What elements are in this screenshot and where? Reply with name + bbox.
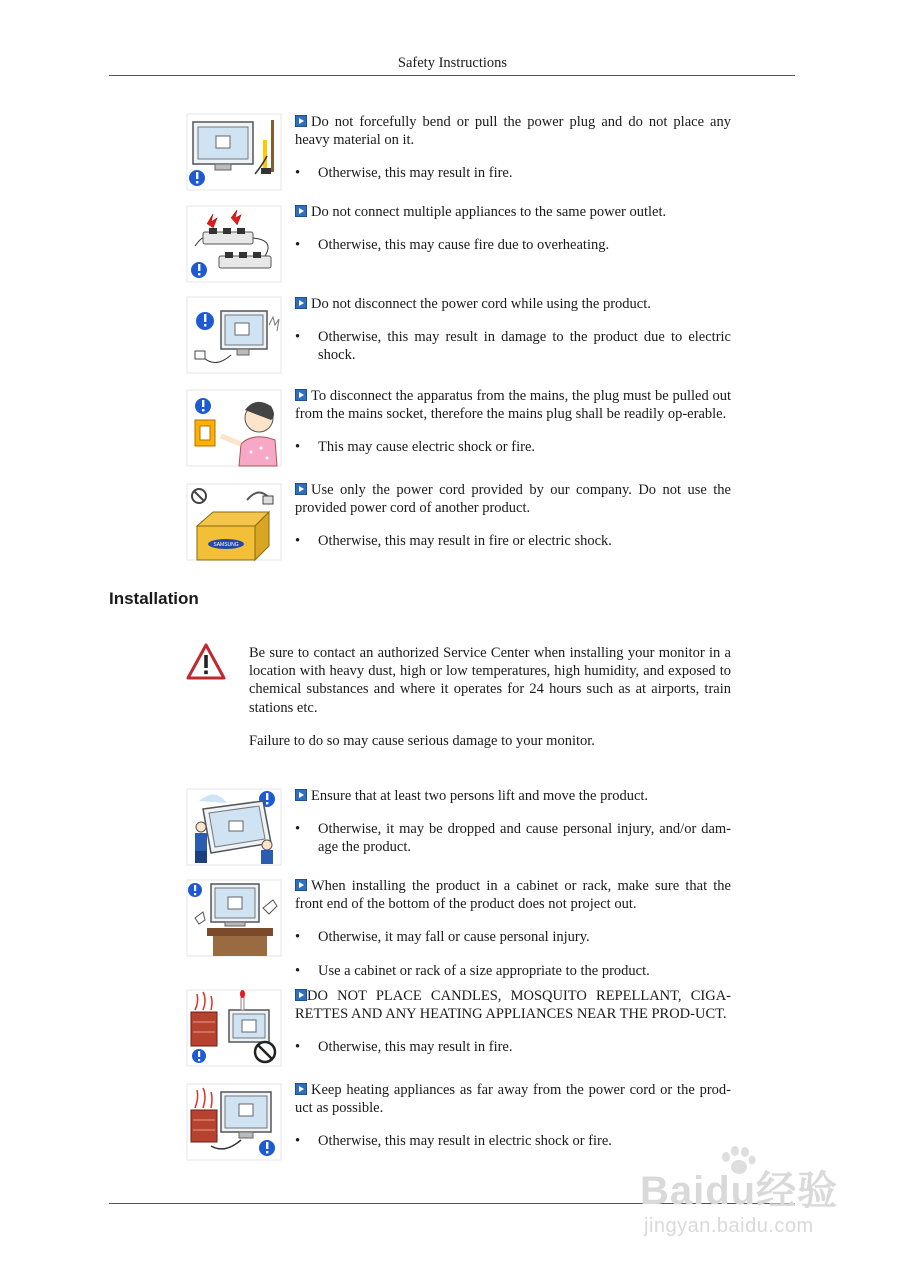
installation-warning: [249, 644, 731, 750]
illustration-bent-plug: [185, 112, 283, 192]
install-item-1: [295, 787, 731, 857]
play-arrow-icon: [295, 389, 307, 401]
play-arrow-icon: [295, 483, 307, 495]
install-item-4: [295, 1081, 731, 1151]
warning-paragraph: Failure to do so may cause serious damage to your monitor.: [249, 732, 595, 749]
warning-triangle-icon: [185, 642, 227, 682]
warning-paragraph: Be sure to contact an authorized Service Center when installing your monitor in a location with heavy dust, high or low temperatures, high humidity, and exposed to chemical substances and where it operates for 24 hours such as at airports, train stations etc.: [249, 645, 731, 716]
header-title: Safety Instructions: [397, 55, 508, 71]
bullet-item: • Otherwise, it may be dropped and cause personal injury, and/or dam-age the product.: [295, 820, 731, 856]
bullet-item: • Otherwise, this may result in electric shock or fire.: [295, 1132, 731, 1150]
illustration-heating-appliance: [185, 1082, 283, 1162]
header-rule: [109, 75, 795, 76]
power-item-2: [295, 203, 731, 254]
watermark-url: jingyan.baidu.com: [644, 1215, 814, 1237]
power-item-5: [295, 481, 731, 551]
install-item-3: [295, 987, 731, 1057]
instruction-text: Do not connect multiple appliances to the same power outlet.: [295, 203, 731, 221]
play-arrow-icon: [295, 297, 307, 309]
section-title-installation: Installation: [109, 589, 199, 608]
illustration-multiple-appliances: [185, 204, 283, 284]
bullet-item: • Otherwise, this may result in fire.: [295, 1038, 731, 1056]
instruction-text: Use only the power cord provided by our company. Do not use the provided power cord of another product.: [295, 482, 731, 517]
play-arrow-icon: [295, 879, 307, 891]
instruction-text: Do not disconnect the power cord while using the product.: [295, 295, 731, 313]
instruction-text: To disconnect the apparatus from the mains, the plug must be pulled out from the mains socket, therefore the mains plug shall be readily op-erable.: [295, 388, 731, 423]
watermark-brand: Baidu经验: [640, 1169, 839, 1213]
illustration-cabinet-rack: [185, 878, 283, 958]
power-item-4: [295, 387, 731, 457]
play-arrow-icon: [295, 789, 307, 801]
watermark: [640, 1145, 855, 1245]
bullet-item: • Otherwise, this may cause fire due to overheating.: [295, 236, 731, 254]
instruction-text: DO NOT PLACE CANDLES, MOSQUITO REPELLANT, CIGA-RETTES AND ANY HEATING APPLIANCES NEAR THE PROD-UCT.: [295, 988, 731, 1023]
instruction-text: Ensure that at least two persons lift and move the product.: [295, 787, 731, 805]
bullet-item: • Otherwise, this may result in damage to the product due to electric shock.: [295, 328, 731, 364]
bullet-item: • This may cause electric shock or fire.: [295, 438, 731, 456]
bullet-item: • Otherwise, it may fall or cause personal injury.: [295, 928, 731, 946]
bullet-item: • Use a cabinet or rack of a size appropriate to the product.: [295, 962, 731, 980]
box-brand-label: SAMSUNG: [213, 542, 239, 548]
play-arrow-icon: [295, 205, 307, 217]
bullet-item: • Otherwise, this may result in fire.: [295, 164, 731, 182]
instruction-text: Do not forcefully bend or pull the power plug and do not place any heavy material on it.: [295, 114, 731, 149]
play-arrow-icon: [295, 115, 307, 127]
power-item-3: [295, 295, 731, 365]
illustration-disconnect-cord: [185, 295, 283, 375]
illustration-pull-plug: [185, 388, 283, 468]
bullet-item: • Otherwise, this may result in fire or electric shock.: [295, 532, 731, 550]
illustration-two-persons-lift: [185, 787, 283, 867]
illustration-power-cord-box: [185, 482, 283, 562]
install-item-2: [295, 877, 731, 980]
instruction-text: Keep heating appliances as far away from the power cord or the prod-uct as possible.: [295, 1082, 731, 1117]
play-arrow-icon: [295, 989, 307, 1001]
instruction-text: When installing the product in a cabinet or rack, make sure that the front end of the bottom of the product does not project out.: [295, 878, 731, 913]
power-item-1: [295, 113, 731, 183]
play-arrow-icon: [295, 1083, 307, 1095]
illustration-candles-heaters: [185, 988, 283, 1068]
